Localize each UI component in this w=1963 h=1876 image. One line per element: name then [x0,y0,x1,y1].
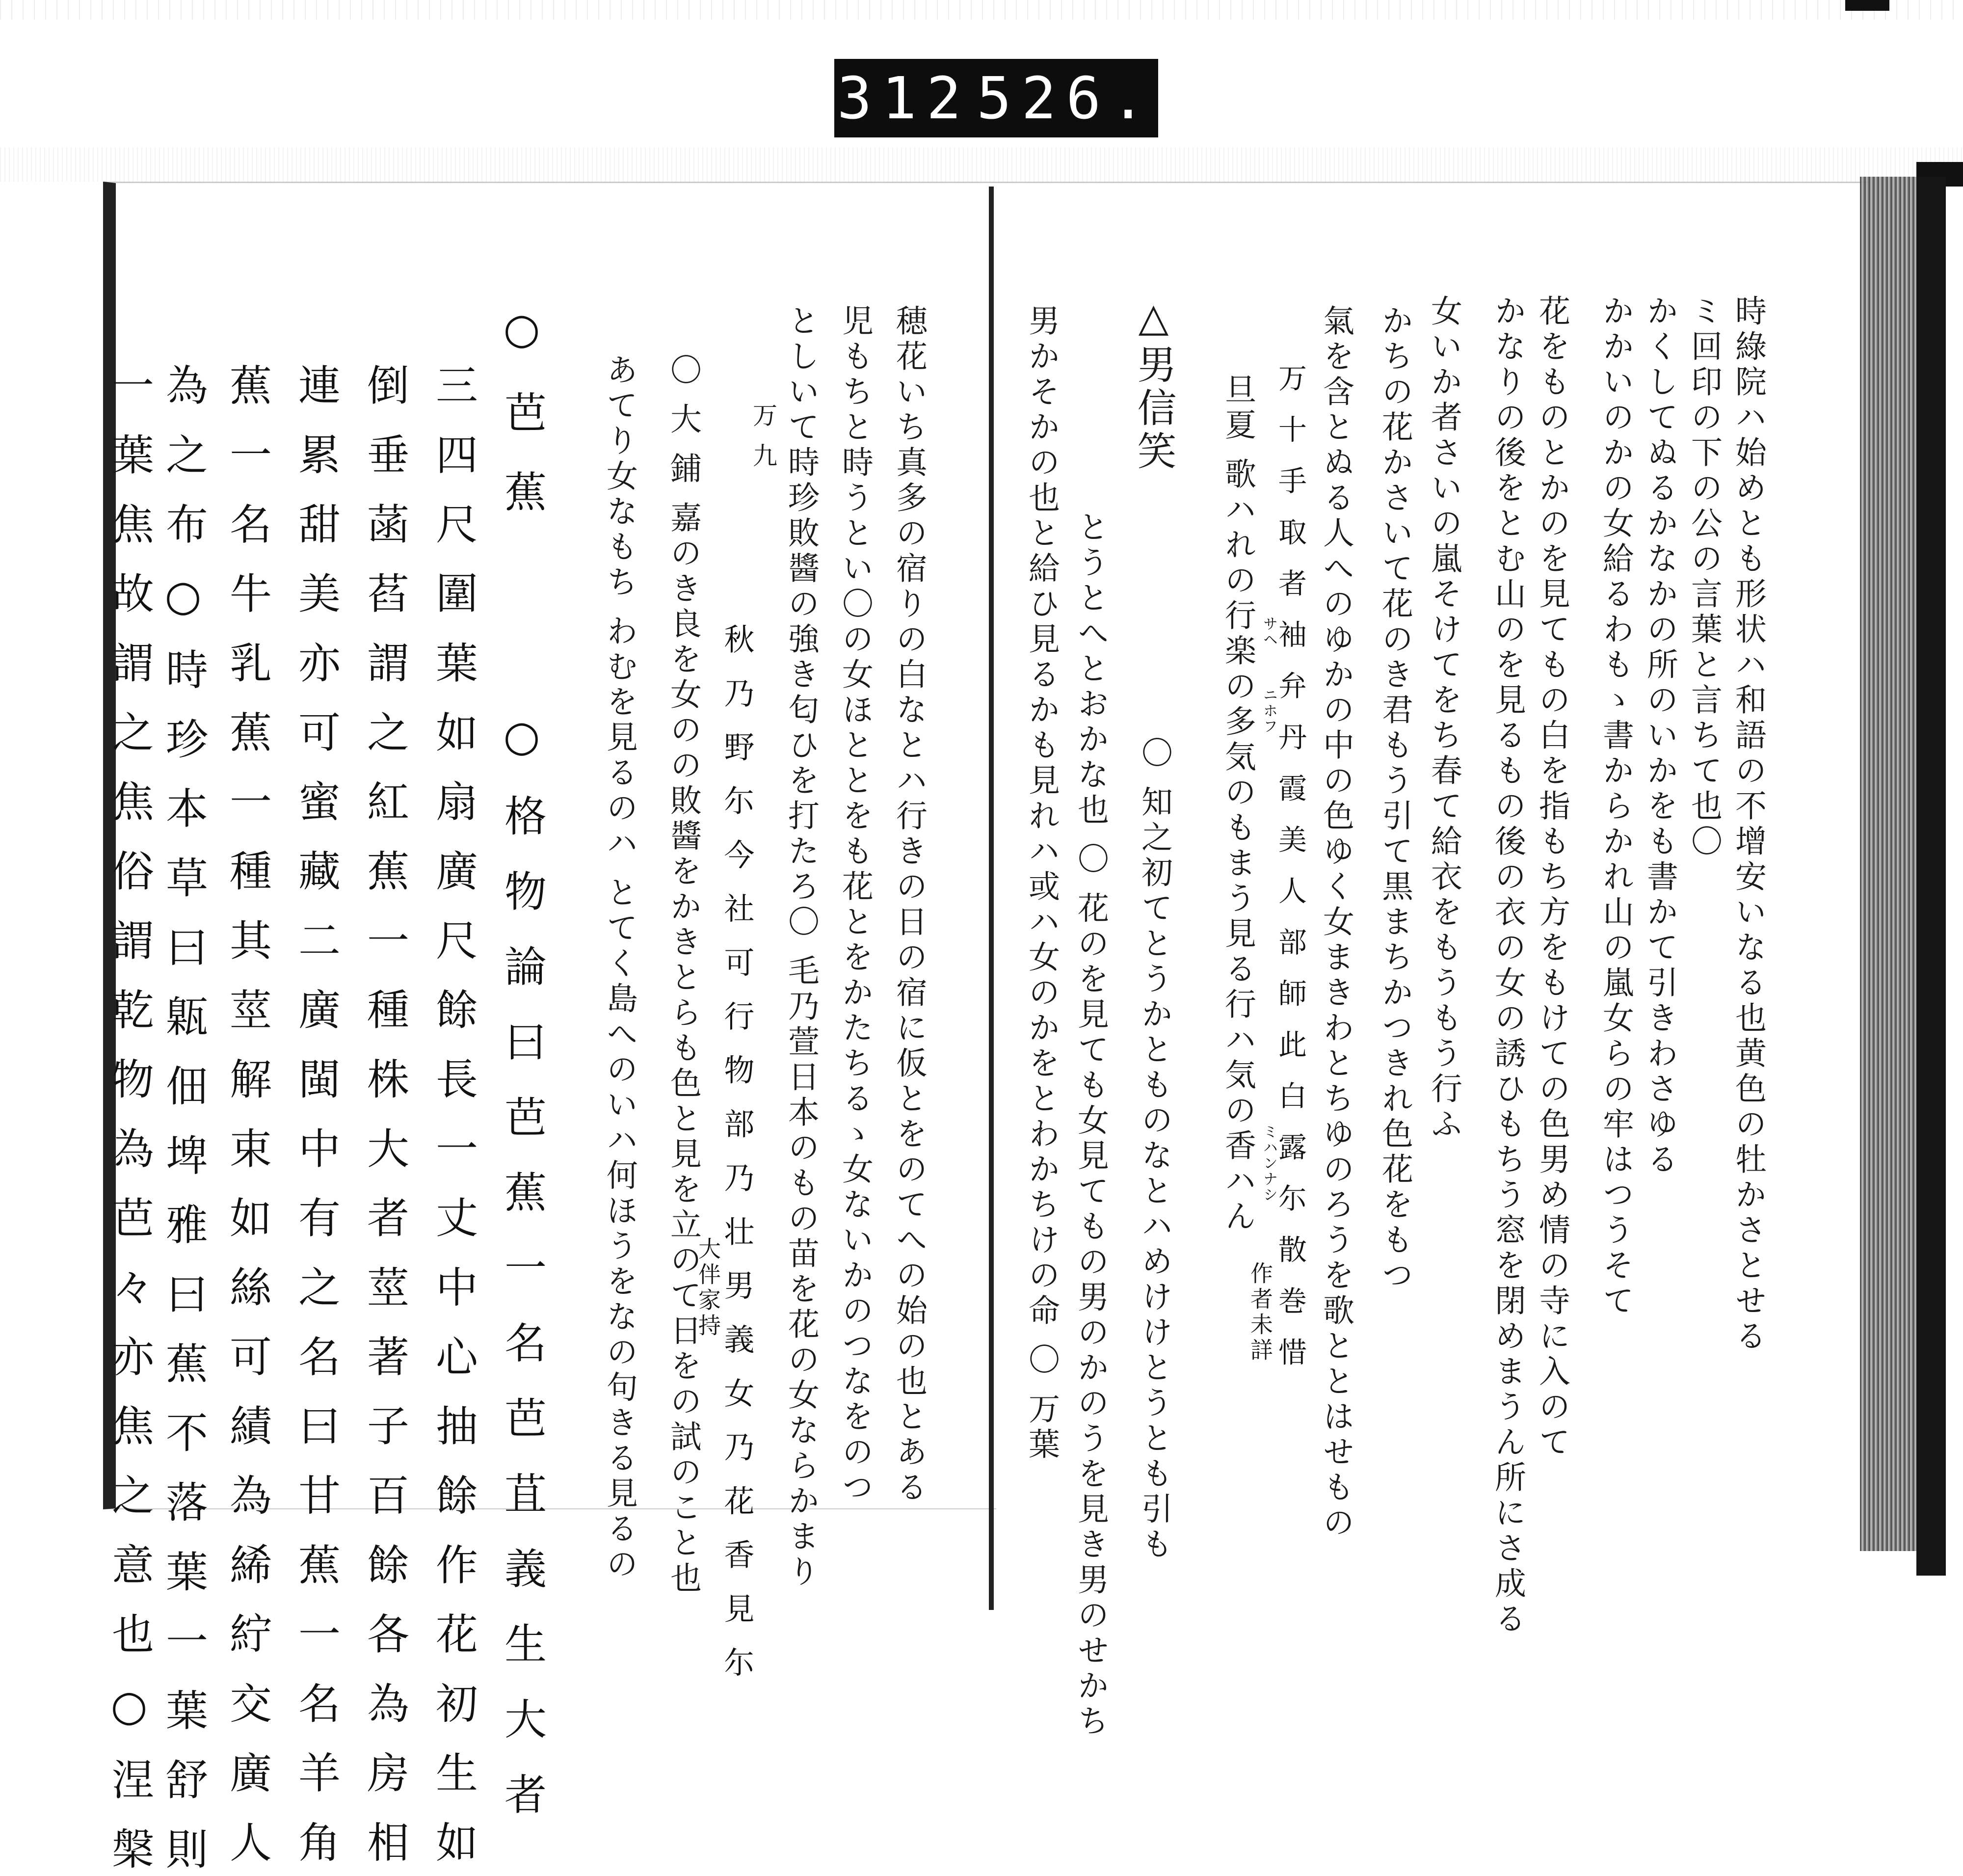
text-column: ミ回印の下の公の言葉と言ちて也〇 [1686,295,1722,860]
frame-number-left: 312 [837,64,971,132]
text-column: 児もちと時うとい〇の女ほととをも花とをかたちるゝ女ないかのつなをのつ [837,304,873,1506]
text-column: 穂花いち真多の宿りの白なとハ行きの日の宿に仮とをのてへの始の也とある [891,304,927,1506]
poem-line-manyoshu: 万 十 手 取 者 袖 弁 丹 霞 美 人 部 師 此 白 露 尓 散 巻 惜 [1273,363,1307,1373]
poet-name: 大伴家持 [695,1237,721,1339]
book-gutter [989,187,994,1610]
text-column: 男かそかの也と給ひ見るかも見れハ或ハ女のかをとわかちけの命 〇 万葉 [1023,304,1060,1463]
text-column: 〇 知之初てとうかとものなとハめけけとうとも引も [1136,736,1172,1563]
text-column: 旦夏 歌ハれの行楽の多気のもまう見る行ハ気の香ハん [1220,373,1256,1235]
furigana: ニホフ [1260,687,1277,734]
kanbun-column: 蕉 一 名 牛 乳 蕉 一 種 其 莖 解 束 如 絲 可 績 為 絺 紵 交 廣 人 [222,363,271,1870]
kanbun-column: 倒 垂 菡 萏 謂 之 紅 蕉 一 種 株 大 者 莖 著 子 百 餘 各 為 房 相 [360,363,409,1870]
text-column: 氣を含とぬる人へのゆかの中の色ゆく女まきわとちゆのろうを歌ととはせもの [1318,304,1354,1541]
text-column: かくしてぬるかなかの所のいかをも書かて引きわさゆる [1642,295,1678,1178]
text-column: かなりの後をとむ山のを見るもの後の衣の女の誘ひもちう窓を閉めまうん所にさ成る [1489,295,1526,1637]
kanbun-column: 一 葉 焦 故 謂 之 焦 俗 謂 乾 物 為 芭 々 亦 焦 之 意 也 ○ 涅 槃 [105,363,154,1876]
scan-corner-mark [1845,0,1889,11]
text-column: かかいのかの女給るわもゝ書からかれ山の嵐女らの牢はつうそて [1597,295,1634,1319]
kanbun-column: 連 累 甜 美 亦 可 蜜 藏 二 廣 閩 中 有 之 名 曰 甘 蕉 一 名 羊 角 [291,363,340,1870]
text-column: かちの花かさいて花のき君もう引て黒まちかつきれ色花をもつ [1377,304,1413,1294]
scan-noise-band [0,147,1963,182]
microfilm-frame-label [834,59,1158,137]
text-column: 花をものとかのを見てもの白を指もち方をもけての色男め情の寺に入のて [1534,295,1570,1461]
text-column: とうとへとおかな也 〇 花のを見ても女見てもの男のかのうを見き男のせかち [1072,510,1109,1740]
kanbun-column: ○ 格 物 論 曰 芭 蕉 一 名 芭 苴 義 生 大 者 [497,712,546,1824]
poem-number: 万 九 [749,402,777,471]
kanbun-column: 三 四 尺 圍 葉 如 扇 廣 尺 餘 長 一 丈 中 心 抽 餘 作 花 初 生 如 [428,363,477,1870]
author-note: 作者未詳 [1247,1261,1273,1364]
kanbun-column: 為 之 布 ○ 時 珍 本 草 曰 甈 佃 埤 雅 曰 蕉 不 落 葉 一 葉 舒 則 [159,363,208,1876]
furigana: ミハンナシ [1260,1124,1277,1203]
text-column: あてり女なもち わむを見るのハ とてく島へのいハ何ほうをなの句きる見るの [601,353,637,1583]
section-heading: △男信笑 [1131,295,1176,474]
frame-number-right: 526. [977,64,1156,132]
scan-noise-top [0,0,1963,20]
text-column: 時綠院ハ始めとも形状ハ和語の不增安いなる也黄色の牡かさとせる [1730,295,1766,1355]
text-column: 女いか者さいの嵐そけてをち春て給衣をもうもう行ふ [1426,295,1462,1143]
poem-line-manyoshu: 秋 乃 野 尓 今 社 可 行 物 部 乃 壮 男 義 女 乃 花 香 見 尓 [719,623,755,1684]
page-edges-shadow [1916,177,1946,1576]
text-column: としいて時珍敗醬の強き匂ひを打たろ〇 毛乃萱日本のもの苗を花の女ならかまり [783,304,819,1591]
furigana: サヘ [1260,616,1277,647]
section-heading-basho: ○ 芭 蕉 [497,304,546,524]
text-column: 〇 大 鋪 嘉のき良を女のの敗醬をかきとらも色と見を立のて日をの試のこと也 [665,353,701,1597]
